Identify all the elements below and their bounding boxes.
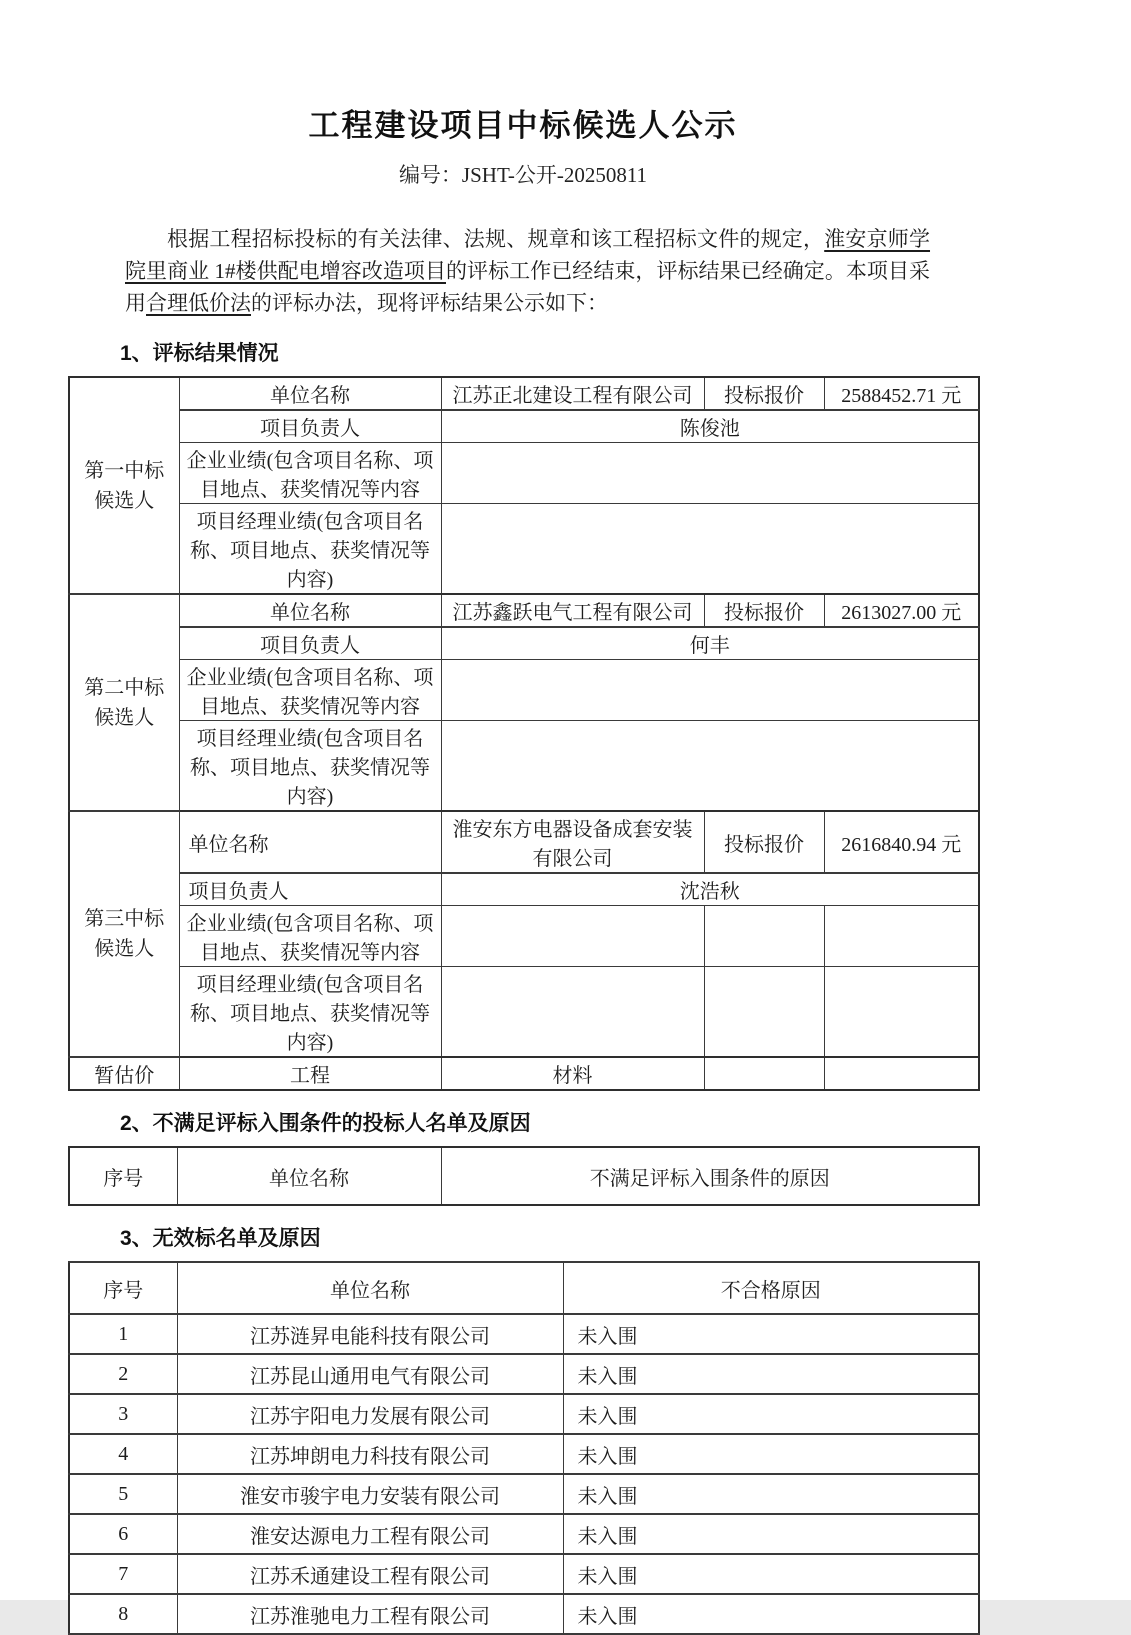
row-company: 江苏禾通建设工程有限公司 xyxy=(177,1554,563,1594)
engineering-label: 工程 xyxy=(179,1057,441,1090)
row-no: 6 xyxy=(69,1514,177,1554)
manager-perf-label: 项目经理业绩(包含项目名称、项目地点、获奖情况等内容) xyxy=(179,967,441,1058)
candidate2-rank-line2: 候选人 xyxy=(94,706,155,729)
row-no: 2 xyxy=(69,1354,177,1394)
document-content xyxy=(68,100,978,1635)
empty-cell xyxy=(824,967,979,1058)
table-row xyxy=(69,443,979,504)
col-header-unit: 单位名称 xyxy=(177,1147,441,1205)
candidate2-leader: 何丰 xyxy=(441,627,979,660)
document-number: 编号：JSHT-公开-20250811 xyxy=(398,163,648,187)
material-label: 材料 xyxy=(441,1057,704,1090)
table-row xyxy=(69,967,979,1058)
page-title: 工程建设项目中标候选人公示 xyxy=(308,108,738,143)
row-company: 淮安市骏宇电力安装有限公司 xyxy=(177,1474,563,1514)
table-row xyxy=(69,1354,979,1394)
table-row xyxy=(69,1554,979,1594)
empty-cell xyxy=(704,1057,824,1090)
project-leader-label: 项目负责人 xyxy=(179,410,441,443)
col-header-no: 序号 xyxy=(69,1147,177,1205)
unit-name-label: 单位名称 xyxy=(179,377,441,410)
row-no: 1 xyxy=(69,1314,177,1354)
section3-heading: 3、无效标名单及原因 xyxy=(120,1227,321,1250)
candidate3-manager-perf-empty xyxy=(441,967,704,1058)
project-name-underlined: 淮安京师学院里商业 1#楼供配电增容改造项目 xyxy=(125,227,931,283)
candidate2-rank-line1: 第二中标 xyxy=(84,676,165,699)
intro-segment-1: 根据工程招标投标的有关法律、法规、规章和该工程招标文件的规定， xyxy=(167,227,825,251)
provisional-price-row xyxy=(69,1057,979,1090)
invalid-bids-table xyxy=(68,1261,980,1635)
candidate3-bid-price: 2616840.94 元 xyxy=(824,811,979,873)
row-no: 4 xyxy=(69,1434,177,1474)
candidate3-enterprise-perf-empty xyxy=(441,906,704,967)
empty-cell xyxy=(704,906,824,967)
row-company: 江苏涟昇电能科技有限公司 xyxy=(177,1314,563,1354)
candidate2-bid-price: 2613027.00 元 xyxy=(824,594,979,627)
table-header-row xyxy=(69,1147,979,1205)
col-header-unit: 单位名称 xyxy=(177,1262,563,1314)
intro-segment-2: 的评标工作已经结束，评标结果已经确定。本项目采用 xyxy=(125,259,931,315)
row-no: 8 xyxy=(69,1594,177,1634)
table-row xyxy=(69,594,979,627)
table-row xyxy=(69,873,979,906)
row-reason: 未入围 xyxy=(563,1394,979,1434)
project-leader-label: 项目负责人 xyxy=(179,627,441,660)
table-row xyxy=(69,410,979,443)
table-row xyxy=(69,1434,979,1474)
table-header-row xyxy=(69,1262,979,1314)
bid-price-label: 投标报价 xyxy=(704,594,824,627)
candidate1-leader: 陈俊池 xyxy=(441,410,979,443)
table-row xyxy=(69,1514,979,1554)
manager-perf-label: 项目经理业绩(包含项目名称、项目地点、获奖情况等内容) xyxy=(179,504,441,595)
project-leader-label: 项目负责人 xyxy=(179,873,441,906)
row-company: 江苏昆山通用电气有限公司 xyxy=(177,1354,563,1394)
table-row xyxy=(69,1594,979,1634)
table-row xyxy=(69,377,979,410)
candidate1-manager-perf-empty xyxy=(441,504,979,595)
row-company: 江苏坤朗电力科技有限公司 xyxy=(177,1434,563,1474)
candidate3-company: 淮安东方电器设备成套安装有限公司 xyxy=(441,811,704,873)
section1-heading: 1、评标结果情况 xyxy=(120,342,279,365)
candidate1-rank-cell xyxy=(69,377,179,594)
candidate2-manager-perf-empty xyxy=(441,721,979,812)
candidate2-enterprise-perf-empty xyxy=(441,660,979,721)
candidate1-company: 江苏正北建设工程有限公司 xyxy=(441,377,704,410)
enterprise-perf-label: 企业业绩(包含项目名称、项目地点、获奖情况等内容 xyxy=(179,660,441,721)
candidate1-enterprise-perf-empty xyxy=(441,443,979,504)
table-row xyxy=(69,906,979,967)
provisional-price-label: 暂估价 xyxy=(69,1057,179,1090)
row-company: 江苏宇阳电力发展有限公司 xyxy=(177,1394,563,1434)
table-row xyxy=(69,660,979,721)
candidate2-rank-cell xyxy=(69,594,179,811)
row-reason: 未入围 xyxy=(563,1314,979,1354)
enterprise-perf-label: 企业业绩(包含项目名称、项目地点、获奖情况等内容 xyxy=(179,443,441,504)
evaluation-result-table xyxy=(68,376,980,1091)
col-header-no: 序号 xyxy=(69,1262,177,1314)
row-no: 3 xyxy=(69,1394,177,1434)
row-reason: 未入围 xyxy=(563,1594,979,1634)
empty-cell xyxy=(704,967,824,1058)
enterprise-perf-label: 企业业绩(包含项目名称、项目地点、获奖情况等内容 xyxy=(179,906,441,967)
candidate3-rank-line2: 候选人 xyxy=(94,938,155,960)
empty-cell xyxy=(824,906,979,967)
intro-paragraph xyxy=(125,223,930,319)
intro-segment-3: 的评标办法，现将评标结果公示如下： xyxy=(251,291,608,315)
row-company: 江苏淮驰电力工程有限公司 xyxy=(177,1594,563,1634)
table-row xyxy=(69,811,979,873)
col-header-reason: 不满足评标入围条件的原因 xyxy=(441,1147,979,1205)
row-company: 淮安达源电力工程有限公司 xyxy=(177,1514,563,1554)
row-no: 7 xyxy=(69,1554,177,1594)
candidate3-rank-line1: 第三中标 xyxy=(84,908,165,930)
unit-name-label: 单位名称 xyxy=(179,594,441,627)
candidate3-leader: 沈浩秋 xyxy=(441,873,979,906)
table-row xyxy=(69,1394,979,1434)
row-reason: 未入围 xyxy=(563,1554,979,1594)
row-reason: 未入围 xyxy=(563,1354,979,1394)
row-reason: 未入围 xyxy=(563,1514,979,1554)
candidate1-rank-line1: 第一中标 xyxy=(84,459,165,482)
col-header-reason: 不合格原因 xyxy=(563,1262,979,1314)
evaluation-method-underlined: 合理低价法 xyxy=(146,291,251,315)
table-row xyxy=(69,504,979,595)
manager-perf-label: 项目经理业绩(包含项目名称、项目地点、获奖情况等内容) xyxy=(179,721,441,812)
bid-price-label: 投标报价 xyxy=(704,811,824,873)
unqualified-bidders-table xyxy=(68,1146,980,1206)
candidate1-rank-line2: 候选人 xyxy=(94,489,155,512)
row-reason: 未入围 xyxy=(563,1474,979,1514)
bid-price-label: 投标报价 xyxy=(704,377,824,410)
empty-cell xyxy=(824,1057,979,1090)
row-no: 5 xyxy=(69,1474,177,1514)
section2-heading: 2、不满足评标入围条件的投标人名单及原因 xyxy=(120,1112,531,1135)
unit-name-label: 单位名称 xyxy=(179,811,441,873)
candidate2-company: 江苏鑫跃电气工程有限公司 xyxy=(441,594,704,627)
row-reason: 未入围 xyxy=(563,1434,979,1474)
candidate3-rank-cell xyxy=(69,811,179,1057)
table-row xyxy=(69,627,979,660)
candidate1-bid-price: 2588452.71 元 xyxy=(824,377,979,410)
table-row xyxy=(69,721,979,812)
table-row xyxy=(69,1474,979,1514)
table-row xyxy=(69,1314,979,1354)
